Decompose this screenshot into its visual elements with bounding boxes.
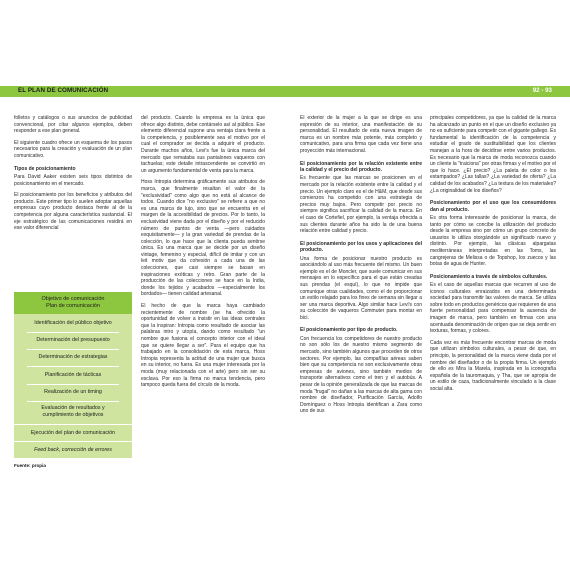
diagram-source: Fuente: propia [14, 463, 46, 468]
diagram-step: Realización de un timing [44, 389, 102, 395]
diagram-plan: Plan de comunicación [46, 303, 100, 309]
subheading: Posicionamiento a través de símbolos culturales. [430, 273, 548, 280]
paragraph: Es frecuente que las marcas se posicionen en el mercado por la relación existente entre la calidad y el precio. Un ejemplo claro es el de H&M, que desde sus comienzos ha competido con una estrategia de precios muy bajos. Pero competir por precio no siempre significa sacrificar la calidad de la marca. En el caso de Cortefiel, por ejemplo, la ventaja ofrecida a sus clientes durante años ha sido la de una buena relación entre calidad y precio. [300, 175, 422, 235]
page-numbers: 92 - 93 [532, 87, 552, 94]
paragraph: principales competidores, ya que la calidad de la marca ha alcanzado un punto en el que un diseño exclusivo ya no es suficiente para competir con el gigante gallego. Es fundamental la identificación de la competencia y estudiar el grado de sustituibilidad que los clientes manejan a la hora de decidirse entre varios productos. Es necesario que la marca de moda reconozca cuando un cliente la "traiciona" por otras firmas y el motivo por el que lo hace. ¿El precio? ¿La paleta de color o los estampados? ¿Las tallas? ¿La variedad de oferta? ¿La calidad de los acabados? ¿La textura de los materiales? ¿La originalidad de los diseños? [430, 115, 556, 194]
column-2 [141, 115, 265, 394]
paragraph: folletos y catálogos o sus anuncios de publicidad convencional, por citar algunos ejemplos, deben responder a ese plan general. [14, 115, 132, 135]
diagram-step: Ejecución del plan de comunicación [30, 430, 116, 436]
diagram-step: Identificación del público objetivo [34, 320, 112, 326]
subheading: El posicionamiento por la relación existente entre la calidad y el precio del producto. [300, 160, 422, 173]
diagram-step: Evaluación de resultados y [41, 405, 105, 411]
paragraph: El exterior de la mujer a la que se dirige es una expresión de su interior, una manifestación de su personalidad. El resultado de esta nueva imagen de marca es un nombre más potente, más completo y comunicativo, para una firma que cada vez tiene una proyección más internacional. [300, 115, 422, 154]
paragraph: El siguiente cuadro ofrece un esquema de los pasos necesarios para la creación y evaluación de un plan comunicativo. [14, 139, 132, 159]
paragraph: El posicionamiento por los beneficios y atributos del producto. Este primer tipo lo suelen adoptar aquellas empresas cuyo producto destaca frente al de la competencia por alguna característica sustancial. El eje estratégico de las comunicaciones residirá en ese valor diferencial [14, 192, 132, 232]
diagram-step: cumplimiento de objetivos [42, 412, 104, 418]
divider [27, 349, 119, 350]
paragraph: Con frecuencia los competidores de nuestro producto no son sólo los de nuestro mismo segmento de mercado, sino también algunos que proceden de otros sectores. Por ejemplo, las compañías aéreas saben bien que su competencia no son exclusivamente otras empresas de aviones, sino también medios de transporte alternativos como el tren y el autobús. A pesar de la opinión generalizada de que las marcas de moda "frugal" no dañan a las marcas de alta gama con nombre de diseñador, Purificación García, Adolfo Domínguez o Hoss Intropia identifican a Zara como uno de sus [300, 335, 422, 415]
paragraph: Hoss Intropia determina gráficamente sus atributos de marca, que finalmente resaltan el valor de la "exclusividad" como algo que no está al alcance de todos. Cuando dice "no exclusivo" se refiere a que no es una marca de lujo, sino que se encuentra en el margen de la accesibilidad de precios. Por lo tanto, la exclusividad viene dada por el diseño y por el reducido número de puntos de venta —pero cuidados exquisitamente— y la gran variedad de prendas de la colección, lo que hace que la clienta pueda sentirse única. Es una marca que se decide por un diseño vintage, femenino y especial, difícil de imitar y con un leit motiv que da cohesión a cada una de las colecciones, que casi siempre se basan en inspiraciones exóticas y retro. Gran parte de la producción de las colecciones se hace en la India, donde los tejidos y acabados —especialmente los bordados— tienen calidad artesanal. [141, 179, 265, 298]
diagram-step: Determinación de estrategias [38, 354, 108, 360]
section-title: EL PLAN DE COMUNICACIÓN [18, 87, 109, 94]
divider [14, 424, 132, 425]
paragraph: Cada vez es más frecuente encontrar marcas de moda que utilizan símbolos culturales, a pesar de que, en principio, la personalidad de la marca viene dada por el nombre del diseñador o de la propia firma. Un ejemplo de ello es Mira la Marela, inspirada en la iconografía española de la tauromaquia, y Tha, que se apropia de un estilo de caza, tradicionalmente vinculado a la clase social alta. [430, 339, 556, 392]
paragraph: del producto. Cuando la empresa es la única que ofrece algo distinto, debe contárselo así al público. Ese elemento diferencial supone una ventaja clara frente a la competencia, y posiblemente sea el motivo por el cual el comprador se decida a adquirir el producto. Durante muchos años, Levi's fue la única marca del mercado que remataba sus pantalones vaqueros con tachuelas; este detalle intrascendente se convirtió en un argumento fundamental de venta para la marca. [141, 115, 265, 174]
divider [27, 401, 119, 402]
column-3 [300, 115, 422, 420]
paragraph: El hecho de que la marca haya cambiado recientemente de nombre (se ha ofrecido la oportunidad de volver a insistir en las ideas centrales que la inspiran: Intropia como resultado de asociar las palabras intro y utopía, dando como resultado "un nombre que fusiona el concepto interior con el ideal que se quiere llegar a ser". Para el equipo que ha trabajado en la consolidación de esta marca, Hoss Intropia representa la actitud de una mujer que busca en su interior, no fuera. Es una mujer interesada por la moda (muy relacionada con el arte) pero sin ser su esclava. Por eso la firma no marca tendencia, pero tampoco queda fuera del círculo de la moda. [141, 303, 265, 389]
column-1 [14, 115, 132, 237]
diagram-step: Feed back, corrección de errores [34, 447, 112, 453]
column-4 [430, 115, 556, 398]
diagram-header [14, 292, 132, 314]
diagram-step: Determinación del presupuesto [36, 337, 110, 343]
subheading: El posicionamiento por los usos y aplicaciones del producto. [300, 240, 422, 254]
paragraph: Es el caso de aquellas marcas que recurren al uso de iconos culturales enraizados en una determinada sociedad para transmitir las valores de marca. Se utiliza sobre todo en productos genéricos que requieren de una fuerte personalidad para compensar la ausencia de imagen de marca, pero también en firmas con una acentuada denominación de origen que se deja sentir en texturas, formas, y colores. [430, 282, 556, 335]
subheading: Tipos de posicionamiento [14, 165, 76, 172]
paragraph: Es otra forma interesante de posicionar la marca, de tanto por cómo se concibe la utilización del producto desde la empresa sino por cómo un grupo concreto de usuarios lo utiliza otorgándole un significado nuevo y distinto. Por ejemplo, las clásicas alpargatas mediterráneas interpretadas en las Toms, las cangrejeras de Melissa o de Topshop, los zuecos y las botas de agua de Hunter. [430, 214, 556, 268]
diagram-objective: Objetivo de comunicación [41, 296, 105, 303]
subheading: El posicionamiento por tipo de producto. [300, 327, 398, 334]
subheading: Posicionamiento por el uso que los consumidores dan al producto. [430, 200, 556, 213]
diagram-step: Planificación de tácticas [44, 372, 102, 378]
paragraph: Para David Aaker existen seis tipos distintos de posicionamiento en el mercado. [14, 173, 132, 187]
divider [14, 441, 132, 442]
paragraph: Una forma de posicionar nuestro producto es asociándolo al uso más frecuente del mismo. Un buen ejemplo es el de Moncler, que suele comunicar en sus mensajes en lo específico para el que están creadas sus prendas (el esquí), lo que no impide que comunique otras cualidades, como el de proporcionar un estilo relajado para los fines de semana sin llegar a ser una marca deportiva. Algo similar hace Levi's con su colección de vaqueros Commuter para montar en bici. [300, 255, 422, 321]
divider [27, 384, 119, 385]
divider [27, 366, 119, 367]
communication-plan-diagram [14, 292, 132, 458]
divider [27, 332, 119, 333]
